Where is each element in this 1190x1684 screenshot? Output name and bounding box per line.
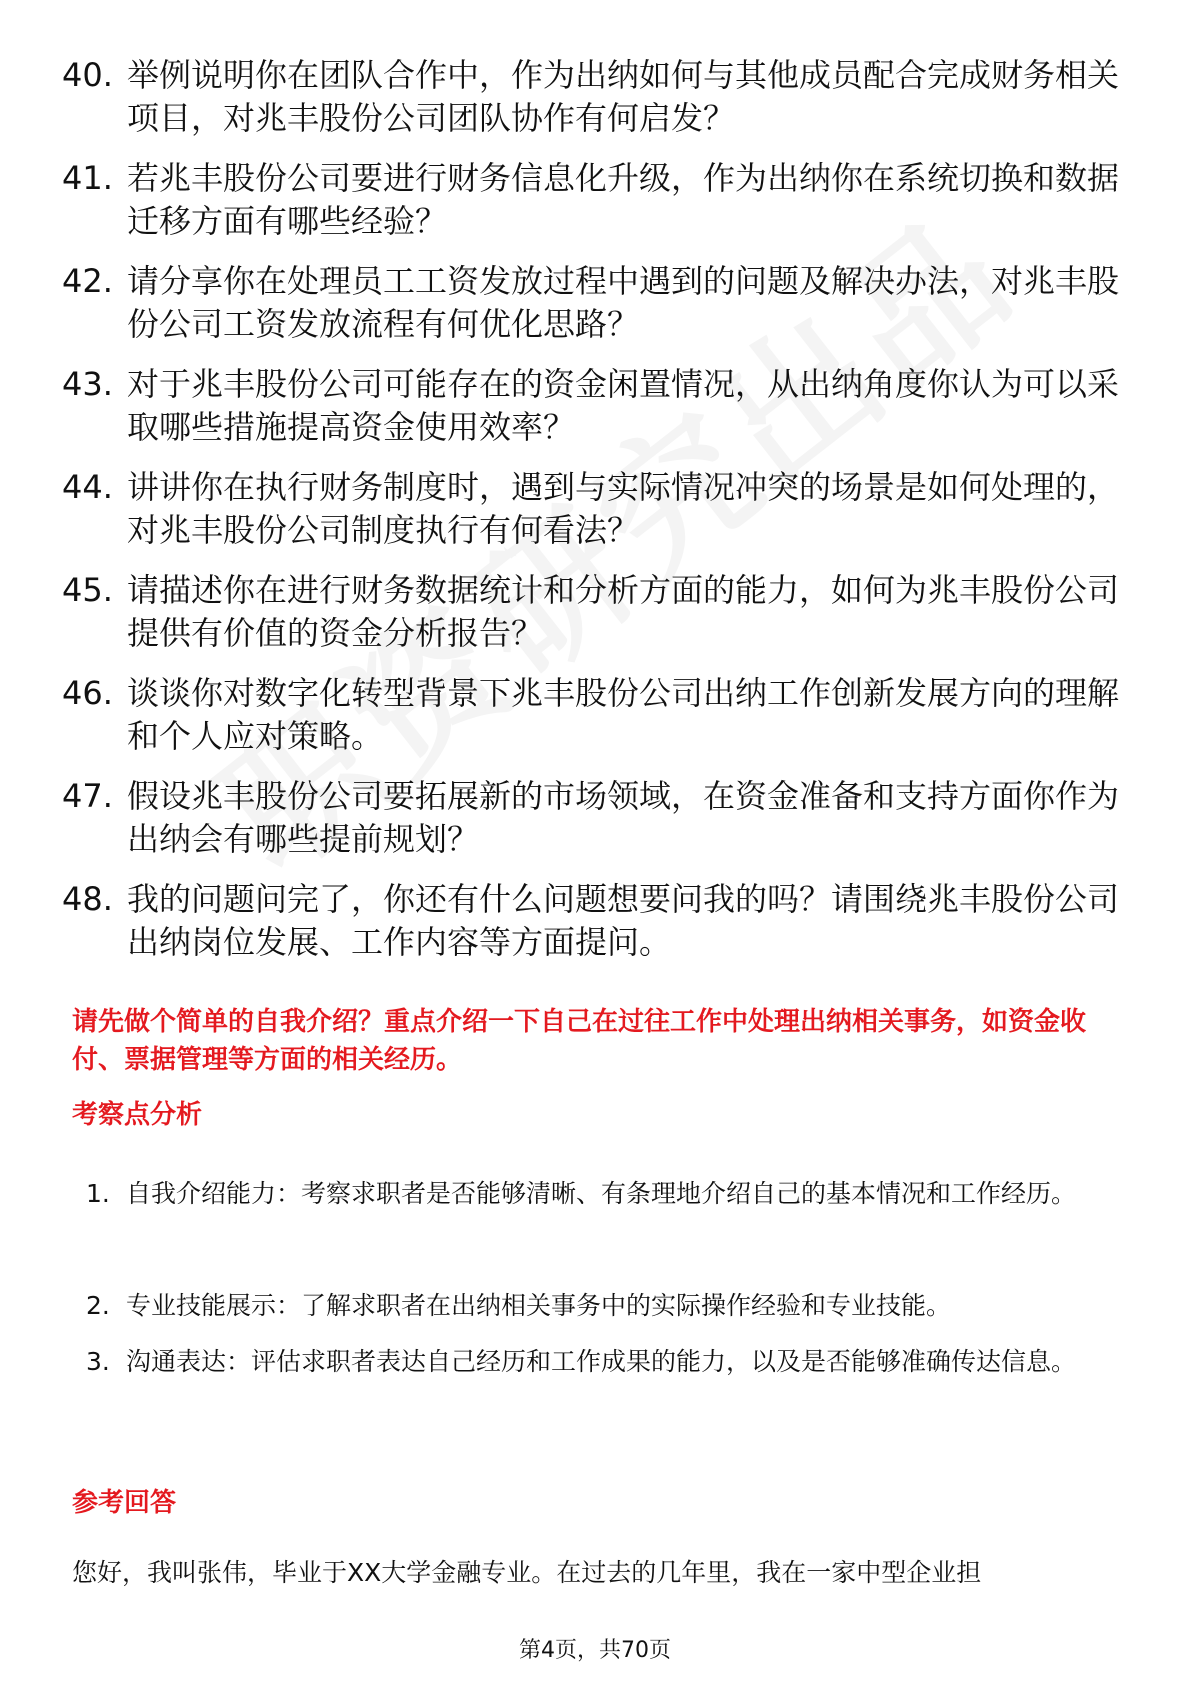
question-text: 若兆丰股份公司要进行财务信息化升级，作为出纳你在系统切换和数据迁移方面有哪些经验？ — [127, 159, 1120, 240]
answer-heading: 参考回答 — [72, 1488, 177, 1518]
list-item — [0, 157, 1190, 260]
question-number: 48. — [62, 880, 113, 918]
list-item — [0, 569, 1190, 672]
question-number: 40. — [62, 56, 113, 94]
analysis-heading: 考察点分析 — [72, 1100, 203, 1130]
featured-question: 请先做个简单的自我介绍？重点介绍一下自己在过往工作中处理出纳相关事务，如资金收付、票据管理等方面的相关经历。 — [72, 1007, 1087, 1075]
question-text: 举例说明你在团队合作中，作为出纳如何与其他成员配合完成财务相关项目，对兆丰股份公司团队协作有何启发？ — [127, 56, 1120, 137]
point-number: 1. — [86, 1179, 110, 1208]
question-text: 对于兆丰股份公司可能存在的资金闲置情况，从出纳角度你认为可以采取哪些措施提高资金使用效率？ — [127, 365, 1120, 446]
question-number: 41. — [62, 159, 113, 197]
list-item — [0, 466, 1190, 569]
question-text: 我的问题问完了，你还有什么问题想要问我的吗？请围绕兆丰股份公司出纳岗位发展、工作内容等方面提问。 — [127, 880, 1120, 961]
question-number: 45. — [62, 571, 113, 609]
list-item — [0, 878, 1190, 981]
list-item — [0, 775, 1190, 878]
point-text: 专业技能展示：了解求职者在出纳相关事务中的实际操作经验和专业技能。 — [126, 1291, 952, 1320]
list-item — [0, 54, 1190, 157]
question-list — [0, 54, 1190, 981]
point-text: 沟通表达：评估求职者表达自己经历和工作成果的能力，以及是否能够准确传达信息。 — [126, 1347, 1077, 1376]
list-item — [0, 260, 1190, 363]
question-number: 47. — [62, 777, 113, 815]
question-text: 请描述你在进行财务数据统计和分析方面的能力，如何为兆丰股份公司提供有价值的资金分析报告？ — [127, 571, 1120, 652]
point-text: 自我介绍能力：考察求职者是否能够清晰、有条理地介绍自己的基本情况和工作经历。 — [126, 1179, 1077, 1208]
list-item — [0, 363, 1190, 466]
point-number: 3. — [86, 1347, 110, 1376]
question-number: 43. — [62, 365, 113, 403]
page-footer: 第4页，共70页 — [519, 1638, 671, 1663]
question-text: 讲讲你在执行财务制度时，遇到与实际情况冲突的场景是如何处理的，对兆丰股份公司制度执行有何看法？ — [127, 468, 1120, 549]
answer-text: 您好，我叫张伟，毕业于XX大学金融专业。在过去的几年里，我在一家中型企业担 — [72, 1558, 982, 1587]
list-item — [0, 672, 1190, 775]
question-text: 假设兆丰股份公司要拓展新的市场领域，在资金准备和支持方面你作为出纳会有哪些提前规划？ — [127, 777, 1120, 858]
point-number: 2. — [86, 1291, 110, 1320]
question-text: 请分享你在处理员工工资发放过程中遇到的问题及解决办法，对兆丰股份公司工资发放流程有何优化思路？ — [127, 262, 1120, 343]
question-text: 谈谈你对数字化转型背景下兆丰股份公司出纳工作创新发展方向的理解和个人应对策略。 — [127, 674, 1120, 755]
question-number: 46. — [62, 674, 113, 712]
question-number: 44. — [62, 468, 113, 506]
question-number: 42. — [62, 262, 113, 300]
